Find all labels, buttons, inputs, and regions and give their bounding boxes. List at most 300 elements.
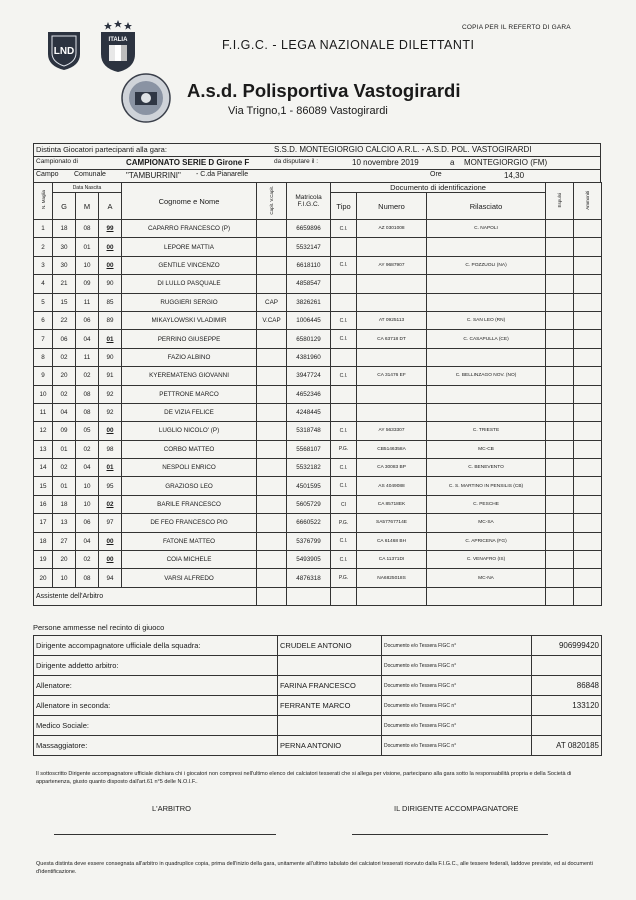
cell-capitano bbox=[257, 385, 287, 403]
player-row bbox=[34, 311, 602, 329]
cell-mese: 11 bbox=[76, 293, 99, 311]
ore-label: Ore bbox=[430, 171, 442, 178]
staff-role: Medico Sociale: bbox=[34, 716, 278, 736]
cell-anno: 01 bbox=[99, 330, 122, 348]
cell-capitano bbox=[257, 459, 287, 477]
cell-anno: 99 bbox=[99, 220, 122, 238]
cell-matricola: 3826261 bbox=[287, 293, 331, 311]
italia-figc-logo-icon bbox=[98, 18, 138, 74]
cell-mese: 09 bbox=[76, 275, 99, 293]
cell-matricola: 5376799 bbox=[287, 532, 331, 550]
cell-rilasciato: C. BENEVENTO bbox=[427, 459, 546, 477]
cell-numero: AT 0925113 bbox=[357, 311, 427, 329]
cell-giorno: 20 bbox=[53, 367, 76, 385]
cell-mese: 01 bbox=[76, 238, 99, 256]
cell-rilasciato: C. POZZUOLI (NA) bbox=[427, 256, 546, 274]
player-row bbox=[34, 569, 602, 587]
staff-name: CRUDELE ANTONIO bbox=[278, 636, 382, 656]
cell-numero-maglia: 9 bbox=[34, 367, 53, 385]
cell-cognome-nome: VARSI ALFREDO bbox=[122, 569, 257, 587]
cell-giorno: 02 bbox=[53, 459, 76, 477]
arbitro-signature-label: L'ARBITRO bbox=[152, 804, 191, 813]
col-matricola: Matricola F.I.G.C. bbox=[287, 183, 331, 220]
cell-cognome-nome: BARILE FRANCESCO bbox=[122, 495, 257, 513]
dirigente-signature-line[interactable] bbox=[352, 834, 548, 835]
cell-tipo: C.I. bbox=[331, 532, 357, 550]
cell-matricola: 4858547 bbox=[287, 275, 331, 293]
staff-doc-label: Documento e/o Tessera FIGC n° bbox=[382, 696, 532, 716]
cell-giorno: 01 bbox=[53, 477, 76, 495]
cell-ammoniti bbox=[574, 330, 602, 348]
cell-anno: 02 bbox=[99, 495, 122, 513]
cell-espulsi bbox=[546, 532, 574, 550]
cell-cognome-nome: KYEREMATENG GIOVANNI bbox=[122, 367, 257, 385]
cell-numero: CA 85718EK bbox=[357, 495, 427, 513]
staff-doc-label: Documento e/o Tessera FIGC n° bbox=[382, 736, 532, 756]
cell-matricola: 5568107 bbox=[287, 440, 331, 458]
cell-capitano: CAP bbox=[257, 293, 287, 311]
da-disputare-label: da disputare il : bbox=[274, 158, 319, 165]
cell-matricola: 6660522 bbox=[287, 514, 331, 532]
cell-ammoniti bbox=[574, 367, 602, 385]
cell-espulsi bbox=[546, 367, 574, 385]
cell-giorno: 01 bbox=[53, 440, 76, 458]
player-row bbox=[34, 477, 602, 495]
comunale-label: Comunale bbox=[74, 171, 106, 178]
col-numero: Numero bbox=[357, 193, 427, 220]
cell-anno: 91 bbox=[99, 367, 122, 385]
cell-matricola: 5605729 bbox=[287, 495, 331, 513]
cell-matricola: 5493905 bbox=[287, 551, 331, 569]
cell-rilasciato: C. VENAFRO (IS) bbox=[427, 551, 546, 569]
cell-tipo: P.G. bbox=[331, 440, 357, 458]
cell-anno: 89 bbox=[99, 311, 122, 329]
stadium-location: - C.da Pianarelle bbox=[196, 171, 249, 178]
cell-cognome-nome: FAZIO ALBINO bbox=[122, 348, 257, 366]
staff-doc-number: 906999420 bbox=[532, 636, 602, 656]
cell-ammoniti bbox=[574, 311, 602, 329]
player-row bbox=[34, 514, 602, 532]
distinta-row bbox=[33, 143, 601, 156]
cell-ammoniti bbox=[574, 348, 602, 366]
cell-rilasciato: MC-CB bbox=[427, 440, 546, 458]
col-ammoniti: Ammoniti bbox=[574, 183, 602, 220]
cell-tipo bbox=[331, 403, 357, 421]
player-row bbox=[34, 459, 602, 477]
cell-tipo: C.I. bbox=[331, 477, 357, 495]
cell-numero: CA 61468 BH bbox=[357, 532, 427, 550]
cell-giorno: 22 bbox=[53, 311, 76, 329]
copy-label: COPIA PER IL REFERTO DI GARA bbox=[462, 24, 571, 31]
cell-numero-maglia: 16 bbox=[34, 495, 53, 513]
cell-capitano bbox=[257, 422, 287, 440]
cell-giorno: 27 bbox=[53, 532, 76, 550]
cell-rilasciato: C. APRICENA (FG) bbox=[427, 532, 546, 550]
cell-numero: CA 11371DI bbox=[357, 551, 427, 569]
cell-espulsi bbox=[546, 440, 574, 458]
player-row bbox=[34, 532, 602, 550]
lnd-logo-icon bbox=[44, 28, 84, 72]
cell-numero-maglia: 10 bbox=[34, 385, 53, 403]
cell-espulsi bbox=[546, 348, 574, 366]
cell-capitano bbox=[257, 238, 287, 256]
staff-doc-label: Documento e/o Tessera FIGC n° bbox=[382, 636, 532, 656]
cell-espulsi bbox=[546, 551, 574, 569]
cell-anno: 90 bbox=[99, 275, 122, 293]
cell-cognome-nome: CAPARRO FRANCESCO (P) bbox=[122, 220, 257, 238]
cell-cognome-nome: DI LULLO PASQUALE bbox=[122, 275, 257, 293]
cell-matricola: 4876318 bbox=[287, 569, 331, 587]
player-row bbox=[34, 348, 602, 366]
match-city: MONTEGIORGIO (FM) bbox=[464, 158, 548, 167]
cell-espulsi bbox=[546, 403, 574, 421]
cell-tipo bbox=[331, 275, 357, 293]
cell-tipo: C.I. bbox=[331, 311, 357, 329]
players-body bbox=[34, 220, 602, 606]
staff-role: Dirigente accompagnatore ufficiale della squadra: bbox=[34, 636, 278, 656]
cell-mese: 10 bbox=[76, 495, 99, 513]
cell-numero: CB5146358A bbox=[357, 440, 427, 458]
cell-anno: 92 bbox=[99, 403, 122, 421]
cell-rilasciato bbox=[427, 348, 546, 366]
staff-role: Allenatore: bbox=[34, 676, 278, 696]
cell-espulsi bbox=[546, 569, 574, 587]
cell-espulsi bbox=[546, 238, 574, 256]
cell-anno: 98 bbox=[99, 440, 122, 458]
staff-doc-label: Documento e/o Tessera FIGC n° bbox=[382, 676, 532, 696]
cell-capitano bbox=[257, 330, 287, 348]
player-row bbox=[34, 275, 602, 293]
cell-ammoniti bbox=[574, 385, 602, 403]
cell-mese: 02 bbox=[76, 551, 99, 569]
cell-numero-maglia: 14 bbox=[34, 459, 53, 477]
cell-espulsi bbox=[546, 220, 574, 238]
cell-ammoniti bbox=[574, 422, 602, 440]
cell-mese: 08 bbox=[76, 403, 99, 421]
cell-numero-maglia: 19 bbox=[34, 551, 53, 569]
campo-row bbox=[33, 169, 601, 182]
cell-rilasciato bbox=[427, 403, 546, 421]
cell-espulsi bbox=[546, 459, 574, 477]
cell-ammoniti bbox=[574, 440, 602, 458]
cell-matricola: 4381960 bbox=[287, 348, 331, 366]
teams-label: S.S.D. MONTEGIORGIO CALCIO A.R.L. - A.S.D. POL. VASTOGIRARDI bbox=[274, 145, 532, 154]
cell-rilasciato: MC-NA bbox=[427, 569, 546, 587]
cell-numero bbox=[357, 293, 427, 311]
cell-anno: 01 bbox=[99, 459, 122, 477]
cell-anno: 94 bbox=[99, 569, 122, 587]
club-logo-icon bbox=[120, 72, 172, 124]
cell-mese: 10 bbox=[76, 256, 99, 274]
cell-tipo bbox=[331, 348, 357, 366]
cell-anno: 85 bbox=[99, 293, 122, 311]
cell-tipo bbox=[331, 238, 357, 256]
cell-espulsi bbox=[546, 330, 574, 348]
col-capitano: Capit. V.Capit. bbox=[257, 183, 287, 220]
assistente-empty-cell bbox=[331, 587, 357, 605]
cell-numero-maglia: 7 bbox=[34, 330, 53, 348]
cell-ammoniti bbox=[574, 256, 602, 274]
cell-mese: 05 bbox=[76, 422, 99, 440]
cell-numero-maglia: 3 bbox=[34, 256, 53, 274]
cell-espulsi bbox=[546, 275, 574, 293]
cell-rilasciato bbox=[427, 238, 546, 256]
cell-cognome-nome: NESPOLI ENRICO bbox=[122, 459, 257, 477]
cell-numero: SA57767714E bbox=[357, 514, 427, 532]
persone-ammesse-label: Persone ammesse nel recinto di giuoco bbox=[33, 623, 165, 632]
staff-role: Dirigente addetto arbitro: bbox=[34, 656, 278, 676]
cell-capitano bbox=[257, 495, 287, 513]
cell-mese: 04 bbox=[76, 330, 99, 348]
cell-numero-maglia: 15 bbox=[34, 477, 53, 495]
cell-ammoniti bbox=[574, 403, 602, 421]
assistente-row bbox=[34, 587, 602, 605]
cell-cognome-nome: MIKAYLOWSKI VLADIMIR bbox=[122, 311, 257, 329]
cell-anno: 00 bbox=[99, 422, 122, 440]
players-grid bbox=[33, 143, 601, 606]
match-date: 10 novembre 2019 bbox=[352, 158, 419, 167]
cell-matricola: 6618110 bbox=[287, 256, 331, 274]
staff-name bbox=[278, 656, 382, 676]
cell-numero-maglia: 12 bbox=[34, 422, 53, 440]
staff-row bbox=[34, 696, 602, 716]
staff-body bbox=[34, 636, 602, 756]
cell-matricola: 6659896 bbox=[287, 220, 331, 238]
cell-espulsi bbox=[546, 311, 574, 329]
player-row bbox=[34, 256, 602, 274]
cell-giorno: 30 bbox=[53, 256, 76, 274]
cell-rilasciato: C. S. MARTINO IN PENSILIS (CB) bbox=[427, 477, 546, 495]
cell-mese: 06 bbox=[76, 514, 99, 532]
cell-numero: CA 31476 EF bbox=[357, 367, 427, 385]
cell-numero: AS 4049088 bbox=[357, 477, 427, 495]
svg-text:ITALIA: ITALIA bbox=[108, 37, 128, 43]
cell-cognome-nome: FATONE MATTEO bbox=[122, 532, 257, 550]
stadium-name: "TAMBURRINI" bbox=[126, 171, 181, 180]
assistente-empty-cell bbox=[546, 587, 574, 605]
cell-ammoniti bbox=[574, 477, 602, 495]
col-espulsi: Espulsi bbox=[546, 183, 574, 220]
cell-capitano bbox=[257, 551, 287, 569]
campionato-value: CAMPIONATO SERIE D Girone F bbox=[126, 158, 250, 167]
cell-numero: AY 5633307 bbox=[357, 422, 427, 440]
cell-ammoniti bbox=[574, 293, 602, 311]
player-row bbox=[34, 551, 602, 569]
cell-mese: 02 bbox=[76, 440, 99, 458]
col-cognome-nome: Cognome e Nome bbox=[122, 183, 257, 220]
cell-mese: 10 bbox=[76, 477, 99, 495]
assistente-empty-cell bbox=[427, 587, 546, 605]
cell-giorno: 10 bbox=[53, 569, 76, 587]
cell-tipo: C.I. bbox=[331, 220, 357, 238]
cell-tipo: C.I. bbox=[331, 330, 357, 348]
cell-numero-maglia: 6 bbox=[34, 311, 53, 329]
cell-ammoniti bbox=[574, 275, 602, 293]
col-mese: M bbox=[76, 193, 99, 220]
cell-tipo: C.I. bbox=[331, 256, 357, 274]
cell-espulsi bbox=[546, 293, 574, 311]
cell-matricola: 5532147 bbox=[287, 238, 331, 256]
cell-espulsi bbox=[546, 422, 574, 440]
cell-matricola: 4501595 bbox=[287, 477, 331, 495]
staff-name: FARINA FRANCESCO bbox=[278, 676, 382, 696]
cell-rilasciato: C. TRIESTE bbox=[427, 422, 546, 440]
col-documento: Documento di identificazione bbox=[331, 183, 546, 193]
cell-mese: 04 bbox=[76, 459, 99, 477]
cell-numero: AZ 0301008 bbox=[357, 220, 427, 238]
cell-numero-maglia: 1 bbox=[34, 220, 53, 238]
player-row bbox=[34, 440, 602, 458]
cell-cognome-nome: COIA MICHELE bbox=[122, 551, 257, 569]
cell-mese: 06 bbox=[76, 311, 99, 329]
col-rilasciato: Rilasciato bbox=[427, 193, 546, 220]
cell-matricola: 6580129 bbox=[287, 330, 331, 348]
cell-numero-maglia: 5 bbox=[34, 293, 53, 311]
match-time: 14,30 bbox=[504, 171, 525, 180]
cell-rilasciato bbox=[427, 275, 546, 293]
cell-anno: 00 bbox=[99, 532, 122, 550]
player-row bbox=[34, 403, 602, 421]
staff-role: Allenatore in seconda: bbox=[34, 696, 278, 716]
cell-rilasciato: C. PESCHE bbox=[427, 495, 546, 513]
player-row bbox=[34, 238, 602, 256]
cell-anno: 00 bbox=[99, 238, 122, 256]
cell-giorno: 02 bbox=[53, 348, 76, 366]
player-row bbox=[34, 220, 602, 238]
staff-row bbox=[34, 656, 602, 676]
cell-rilasciato bbox=[427, 293, 546, 311]
cell-cognome-nome: CORBO MATTEO bbox=[122, 440, 257, 458]
cell-capitano bbox=[257, 440, 287, 458]
cell-anno: 90 bbox=[99, 348, 122, 366]
cell-numero: AY 9687907 bbox=[357, 256, 427, 274]
campionato-label: Campionato di bbox=[36, 158, 78, 165]
dirigente-signature-label: IL DIRIGENTE ACCOMPAGNATORE bbox=[394, 804, 519, 813]
staff-row bbox=[34, 636, 602, 656]
player-row bbox=[34, 385, 602, 403]
cell-matricola: 3947724 bbox=[287, 367, 331, 385]
player-row bbox=[34, 367, 602, 385]
cell-matricola: 1006445 bbox=[287, 311, 331, 329]
cell-tipo: P.G. bbox=[331, 569, 357, 587]
footer-note: Questa distinta deve essere consegnata all'arbitro in quadruplice copia, prima dell'inizio della gara, unitamente all'ultimo tabulato dei calciatori tesserati ricevuto dalla F.I.G.C., alle tessere federali, laddove previste, ed ai documenti d'identificazione. bbox=[36, 861, 593, 875]
cell-matricola: 5532182 bbox=[287, 459, 331, 477]
cell-ammoniti bbox=[574, 569, 602, 587]
cell-mese: 08 bbox=[76, 569, 99, 587]
cell-tipo: P.G. bbox=[331, 514, 357, 532]
cell-espulsi bbox=[546, 385, 574, 403]
cell-capitano bbox=[257, 348, 287, 366]
staff-row bbox=[34, 716, 602, 736]
cell-numero-maglia: 4 bbox=[34, 275, 53, 293]
cell-mese: 04 bbox=[76, 532, 99, 550]
arbitro-signature-line[interactable] bbox=[54, 834, 276, 835]
col-tipo: Tipo bbox=[331, 193, 357, 220]
cell-anno: 95 bbox=[99, 477, 122, 495]
cell-capitano bbox=[257, 569, 287, 587]
cell-cognome-nome: RUGGIERI SERGIO bbox=[122, 293, 257, 311]
cell-ammoniti bbox=[574, 532, 602, 550]
cell-espulsi bbox=[546, 495, 574, 513]
cell-numero bbox=[357, 238, 427, 256]
cell-cognome-nome: DE VIZIA FELICE bbox=[122, 403, 257, 421]
cell-mese: 02 bbox=[76, 367, 99, 385]
cell-ammoniti bbox=[574, 514, 602, 532]
cell-espulsi bbox=[546, 477, 574, 495]
cell-mese: 08 bbox=[76, 220, 99, 238]
cell-rilasciato: MC-SA bbox=[427, 514, 546, 532]
cell-giorno: 30 bbox=[53, 238, 76, 256]
staff-row bbox=[34, 736, 602, 756]
cell-cognome-nome: LUGLIO NICOLO' (P) bbox=[122, 422, 257, 440]
col-anno: A bbox=[99, 193, 122, 220]
cell-capitano bbox=[257, 275, 287, 293]
cell-tipo: C.I. bbox=[331, 459, 357, 477]
cell-giorno: 04 bbox=[53, 403, 76, 421]
cell-tipo bbox=[331, 385, 357, 403]
cell-rilasciato bbox=[427, 385, 546, 403]
cell-numero-maglia: 18 bbox=[34, 532, 53, 550]
cell-capitano bbox=[257, 256, 287, 274]
assistente-empty-cell bbox=[287, 587, 331, 605]
cell-numero: CA 30083 BP bbox=[357, 459, 427, 477]
staff-doc-number bbox=[532, 656, 602, 676]
cell-ammoniti bbox=[574, 551, 602, 569]
cell-capitano bbox=[257, 220, 287, 238]
assistente-label: Assistente dell'Arbitro bbox=[34, 587, 257, 605]
cell-numero: CA 63718 DT bbox=[357, 330, 427, 348]
cell-espulsi bbox=[546, 256, 574, 274]
staff-doc-label: Documento e/o Tessera FIGC n° bbox=[382, 716, 532, 736]
cell-rilasciato: C. NAPOLI bbox=[427, 220, 546, 238]
cell-numero-maglia: 11 bbox=[34, 403, 53, 421]
staff-doc-number bbox=[532, 716, 602, 736]
col-data-nascita: Data Nascita bbox=[53, 183, 122, 193]
cell-ammoniti bbox=[574, 238, 602, 256]
svg-text:LND: LND bbox=[53, 46, 75, 57]
col-numero-maglia: N. Maglia bbox=[34, 183, 53, 220]
cell-cognome-nome: PERRINO GIUSEPPE bbox=[122, 330, 257, 348]
staff-name bbox=[278, 716, 382, 736]
cell-capitano bbox=[257, 403, 287, 421]
cell-numero-maglia: 8 bbox=[34, 348, 53, 366]
campo-label: Campo bbox=[36, 171, 59, 178]
a-label: a bbox=[450, 158, 455, 167]
cell-numero-maglia: 2 bbox=[34, 238, 53, 256]
cell-capitano bbox=[257, 514, 287, 532]
staff-doc-number: AT 0820185 bbox=[532, 736, 602, 756]
cell-tipo: C.I. bbox=[331, 367, 357, 385]
player-row bbox=[34, 422, 602, 440]
cell-ammoniti bbox=[574, 220, 602, 238]
cell-tipo bbox=[331, 293, 357, 311]
cell-cognome-nome: GENTILE VINCENZO bbox=[122, 256, 257, 274]
cell-giorno: 18 bbox=[53, 495, 76, 513]
cell-numero bbox=[357, 403, 427, 421]
cell-giorno: 06 bbox=[53, 330, 76, 348]
cell-capitano: V.CAP bbox=[257, 311, 287, 329]
cell-cognome-nome: PETTRONE MARCO bbox=[122, 385, 257, 403]
cell-tipo: C.I. bbox=[331, 551, 357, 569]
cell-matricola: 4248445 bbox=[287, 403, 331, 421]
cell-giorno: 09 bbox=[53, 422, 76, 440]
cell-ammoniti bbox=[574, 495, 602, 513]
assistente-empty-cell bbox=[257, 587, 287, 605]
staff-doc-number: 86848 bbox=[532, 676, 602, 696]
cell-numero-maglia: 20 bbox=[34, 569, 53, 587]
cell-rilasciato: C. BELLINZAGO NOV. (NO) bbox=[427, 367, 546, 385]
cell-giorno: 20 bbox=[53, 551, 76, 569]
